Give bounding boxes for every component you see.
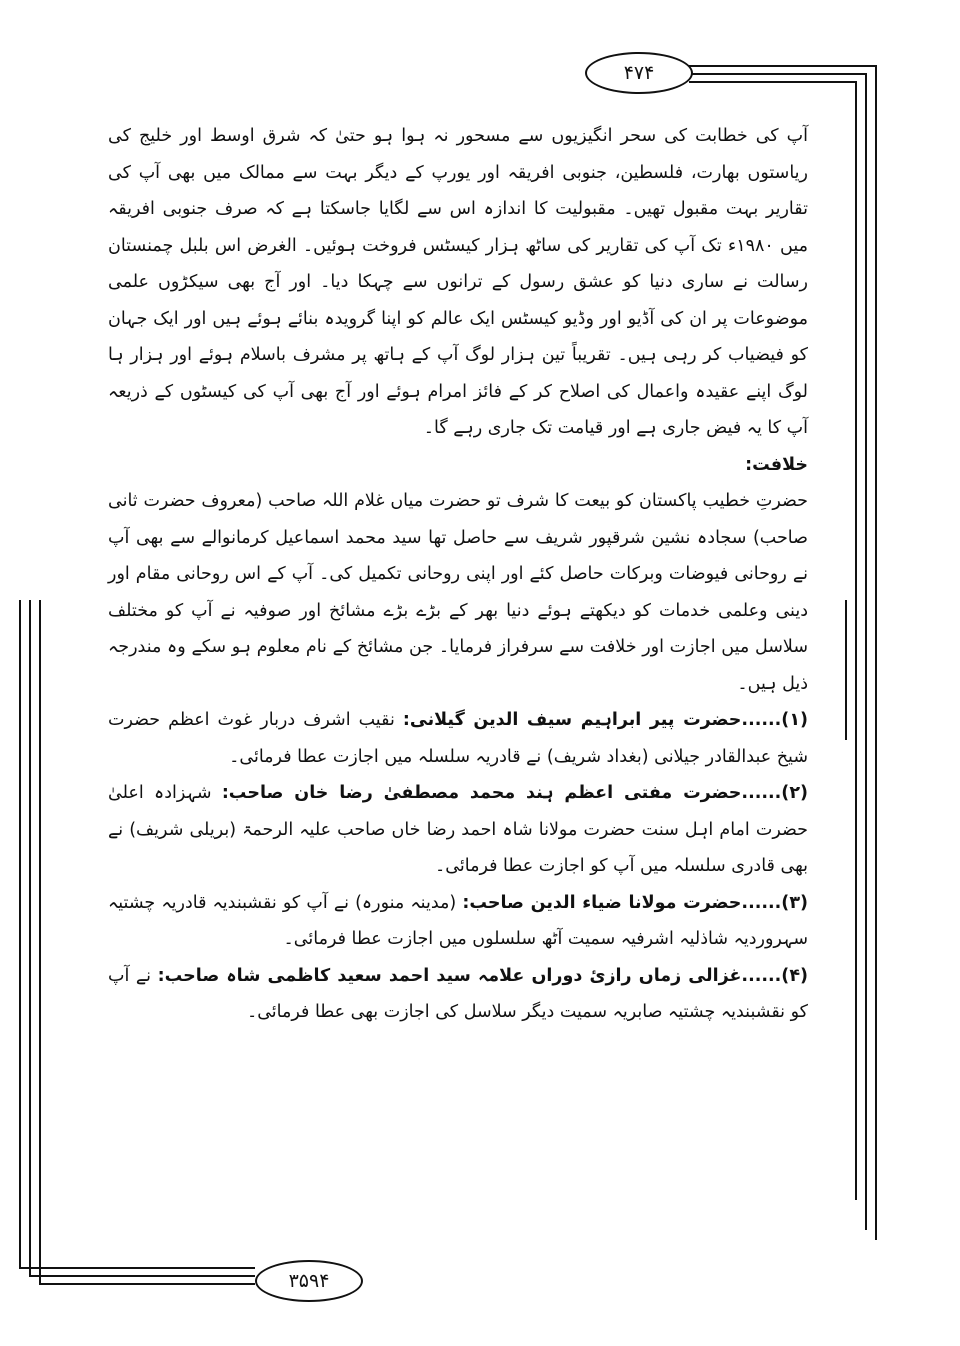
shaykh-name: غزالی زماں رازیٔ دوراں علامہ سید احمد سعید کاظمی شاہ صاحب: — [157, 965, 742, 986]
list-text: نے آپ کو نقشبندیہ چشتیہ صابریہ سمیت دیگر سلاسل کی اجازت بھی عطا فرمائی۔ — [108, 965, 808, 1022]
list-item — [108, 958, 808, 1031]
bottom-page-number: ۳۵۹۴ — [255, 1260, 363, 1302]
list-item — [108, 885, 808, 958]
intro-paragraph: آپ کی خطابت کی سحر انگیزیوں سے مسحور نہ ہوا ہو حتیٰ کہ شرق اوسط اور خلیج کی ریاستوں بھارت، فلسطین، جنوبی افریقہ اور یورپ کے دیگر بہت سے ممالک میں بھی آپ کی تقاریر بہت مقبول تھیں۔ مقبولیت کا اندازہ اس سے لگایا جاسکتا ہے کہ صرف جنوبی افریقہ میں ۱۹۸۰ء تک آپ کی تقاریر کی ساٹھ ہزار کیسٹس فروخت ہوئیں۔ الغرض اس بلبل چمنستان رسالت نے ساری دنیا کو عشق رسول کے ترانوں سے چہکا دیا۔ اور آج بھی سیکڑوں علمی موضوعات پر ان کی آڈیو اور وڈیو کیسٹس ایک عالم کو اپنا گرویدہ بنائے ہوئے ہیں اور ایک جہان کو فیضیاب کر رہی ہیں۔ تقریباً تین ہزار لوگ آپ کے ہاتھ پر مشرف باسلام ہوئے اور ہزار ہا لوگ اپنے عقیدہ واعمال کی اصلاح کر کے فائز امرام ہوئے اور آج بھی آپ کی کیسٹوں کے ذریعہ آپ کا یہ فیض جاری ہے اور قیامت تک جاری رہے گا۔ — [108, 126, 808, 438]
list-text: شہزادہ اعلیٰ حضرت امام اہل سنت حضرت مولانا شاہ احمد رضا خاں صاحب علیہ الرحمۃ (بریلی شریف) نے بھی قادری سلسلہ میں آپ کو اجازت عطا فرمائی۔ — [108, 783, 808, 876]
khilafat-heading: خلافت: — [745, 454, 808, 475]
body-text — [108, 118, 808, 1031]
list-item — [108, 775, 808, 885]
list-number: (۳)...... — [741, 892, 808, 913]
shaykh-name: حضرت مولانا ضیاء الدین صاحب: — [462, 892, 742, 913]
list-item — [108, 702, 808, 775]
list-number: (۲)...... — [741, 783, 808, 803]
shaykh-name: حضرت پیر ابراہیم سیف الدین گیلانی: — [402, 710, 742, 730]
list-text: (مدینہ منورہ) نے آپ کو نقشبندیہ قادریہ چشتیہ سہروردیہ شاذلیہ اشرفیہ سمیت آٹھ سلسلوں میں اجازت عطا فرمائی۔ — [108, 892, 808, 949]
list-text: نقیب اشرف دربار غوث اعظم حضرت شیخ عبدالقادر جیلانی (بغداد شریف) نے قادریہ سلسلہ میں اجازت عطا فرمائی۔ — [108, 710, 808, 767]
shaykh-name: حضرت مفتی اعظم ہند محمد مصطفیٰ رضا خان صاحب: — [221, 783, 742, 803]
khilafat-paragraph: حضرتِ خطیب پاکستان کو بیعت کا شرف تو حضرت میاں غلام اللہ صاحب (معروف حضرت ثانی صاحب) سجادہ نشین شرقپور شریف سے حاصل تھا سید محمد اسماعیل کرمانوالے سے بھی آپ نے روحانی فیوضات وبرکات حاصل کئے اور اپنی روحانی تکمیل کی۔ آپ کے اس روحانی مقام اور دینی وعلمی خدمات کو دیکھتے ہوئے دنیا بھر کے بڑے بڑے مشائخ اور صوفیہ نے آپ کو مختلف سلاسل میں اجازت اور خلافت سے سرفراز فرمایا۔ جن مشائخ کے نام معلوم ہو سکے وہ مندرجہ ذیل ہیں۔ — [108, 491, 808, 694]
list-number: (۱)...... — [741, 710, 808, 730]
top-page-number: ۴۷۴ — [585, 52, 693, 94]
list-number: (۴)...... — [741, 965, 808, 986]
